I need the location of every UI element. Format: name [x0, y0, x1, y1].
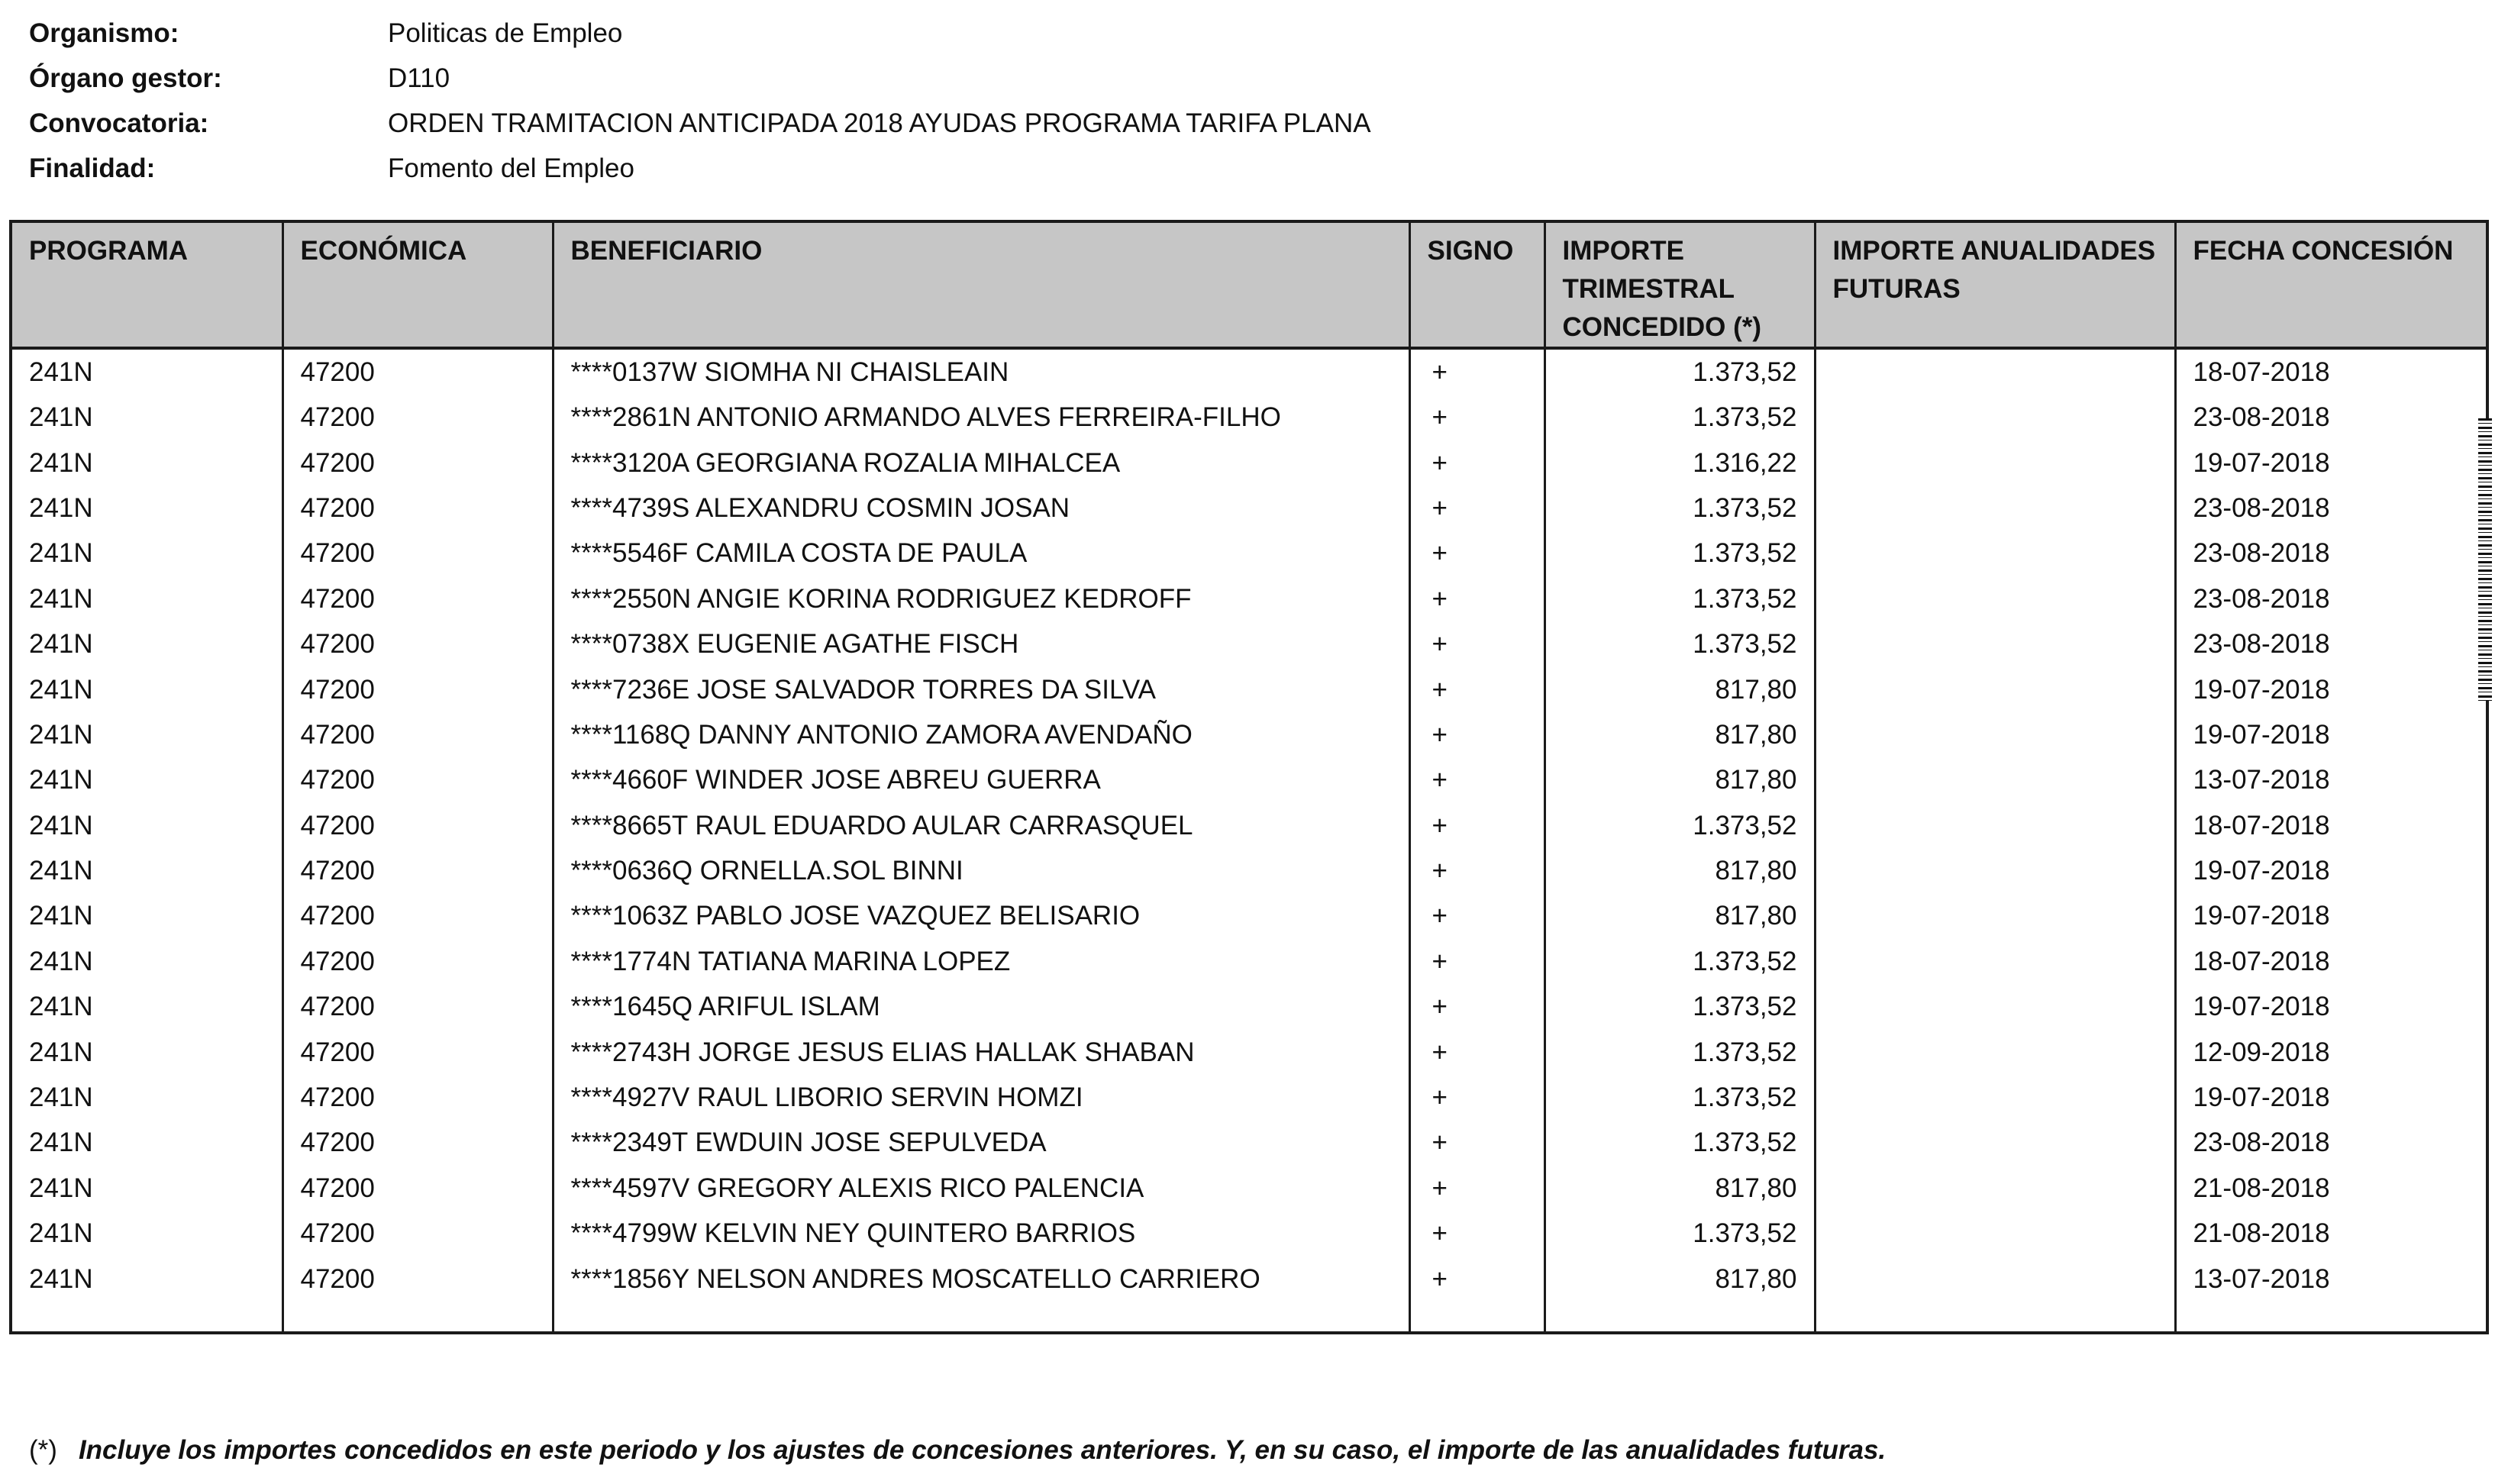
- cell-signo: +: [1409, 893, 1544, 938]
- cell-economica: 47200: [282, 440, 553, 485]
- cell-fecha-concesion: 18-07-2018: [2175, 348, 2486, 395]
- cell-signo: +: [1409, 939, 1544, 984]
- cell-importe-anualidades: [1815, 1120, 2175, 1165]
- header-programa: PROGRAMA: [12, 223, 282, 348]
- meta-row-organo-gestor: [29, 56, 1371, 101]
- footnote: [29, 1435, 1886, 1466]
- cell-programa: 241N: [29, 810, 93, 840]
- table-row: [12, 666, 2486, 711]
- cell-programa: 241N: [29, 538, 93, 569]
- cell-signo: +: [1409, 621, 1544, 666]
- cell-economica: 47200: [282, 486, 553, 531]
- cell-importe-trimestral: 1.373,52: [1544, 621, 1815, 666]
- cell-economica: 47200: [282, 531, 553, 576]
- meta-value: D110: [388, 63, 450, 93]
- cell-signo: +: [1409, 1256, 1544, 1301]
- cell-importe-trimestral: 817,80: [1544, 757, 1815, 802]
- cell-economica: 47200: [282, 348, 553, 395]
- cell-economica: 47200: [282, 1166, 553, 1211]
- cell-programa: 241N: [29, 357, 93, 387]
- cell-programa: 241N: [29, 583, 93, 614]
- cell-fecha-concesion: 19-07-2018: [2175, 712, 2486, 757]
- cell-importe-trimestral: 817,80: [1544, 1256, 1815, 1301]
- table-filler-row: [12, 1302, 2486, 1331]
- cell-beneficiario: ****2743H JORGE JESUS ELIAS HALLAK SHABAN: [553, 1029, 1409, 1074]
- cell-programa: 241N: [29, 719, 93, 750]
- cell-signo: +: [1409, 803, 1544, 848]
- cell-economica: 47200: [282, 939, 553, 984]
- cell-economica: 47200: [282, 893, 553, 938]
- cell-fecha-concesion: 18-07-2018: [2175, 803, 2486, 848]
- cell-beneficiario: ****0137W SIOMHA NI CHAISLEAIN: [553, 348, 1409, 395]
- meta-label: Finalidad:: [29, 153, 156, 183]
- cell-signo: +: [1409, 1166, 1544, 1211]
- table-row: [12, 984, 2486, 1029]
- cell-programa: 241N: [29, 447, 93, 478]
- cell-programa: 241N: [29, 492, 93, 523]
- cell-fecha-concesion: 18-07-2018: [2175, 939, 2486, 984]
- footnote-text: Incluye los importes concedidos en este periodo y los ajustes de concesiones anteriores. Y, en su caso, el importe de las anualidades futuras.: [78, 1435, 1887, 1465]
- cell-beneficiario: ****4597V GREGORY ALEXIS RICO PALENCIA: [553, 1166, 1409, 1211]
- cell-programa: 241N: [29, 1263, 93, 1294]
- cell-importe-anualidades: [1815, 893, 2175, 938]
- cell-importe-trimestral: 1.373,52: [1544, 984, 1815, 1029]
- cell-beneficiario: ****4660F WINDER JOSE ABREU GUERRA: [553, 757, 1409, 802]
- table-row: [12, 440, 2486, 485]
- cell-beneficiario: ****1645Q ARIFUL ISLAM: [553, 984, 1409, 1029]
- cell-importe-trimestral: 1.316,22: [1544, 440, 1815, 485]
- cell-economica: 47200: [282, 395, 553, 440]
- cell-importe-trimestral: 1.373,52: [1544, 486, 1815, 531]
- cell-importe-anualidades: [1815, 531, 2175, 576]
- cell-signo: +: [1409, 395, 1544, 440]
- cell-programa: 241N: [29, 901, 93, 931]
- table-header-row: [12, 223, 2486, 348]
- cell-fecha-concesion: 23-08-2018: [2175, 621, 2486, 666]
- table-row: [12, 1075, 2486, 1120]
- table-row: [12, 848, 2486, 893]
- cell-importe-anualidades: [1815, 1211, 2175, 1256]
- cell-importe-trimestral: 1.373,52: [1544, 803, 1815, 848]
- cell-programa: 241N: [29, 946, 93, 976]
- table-row: [12, 712, 2486, 757]
- cell-importe-anualidades: [1815, 576, 2175, 621]
- cell-signo: +: [1409, 1075, 1544, 1120]
- table-row: [12, 1211, 2486, 1256]
- cell-beneficiario: ****1063Z PABLO JOSE VAZQUEZ BELISARIO: [553, 893, 1409, 938]
- cell-importe-trimestral: 1.373,52: [1544, 1075, 1815, 1120]
- cell-signo: +: [1409, 757, 1544, 802]
- cell-beneficiario: ****7236E JOSE SALVADOR TORRES DA SILVA: [553, 666, 1409, 711]
- grants-table: [12, 223, 2486, 1331]
- cell-programa: 241N: [29, 674, 93, 705]
- table-row: [12, 531, 2486, 576]
- cell-importe-trimestral: 817,80: [1544, 712, 1815, 757]
- barcode-mark: [2478, 418, 2492, 701]
- cell-signo: +: [1409, 576, 1544, 621]
- cell-importe-anualidades: [1815, 1166, 2175, 1211]
- table-row: [12, 486, 2486, 531]
- cell-importe-anualidades: [1815, 395, 2175, 440]
- cell-beneficiario: ****3120A GEORGIANA ROZALIA MIHALCEA: [553, 440, 1409, 485]
- cell-fecha-concesion: 23-08-2018: [2175, 531, 2486, 576]
- cell-importe-anualidades: [1815, 1075, 2175, 1120]
- cell-signo: +: [1409, 1029, 1544, 1074]
- table-row: [12, 803, 2486, 848]
- cell-programa: 241N: [29, 856, 93, 886]
- header-beneficiario: BENEFICIARIO: [553, 223, 1409, 348]
- filler-cell: [2175, 1302, 2486, 1331]
- cell-programa: 241N: [29, 1082, 93, 1113]
- cell-importe-trimestral: 817,80: [1544, 848, 1815, 893]
- cell-economica: 47200: [282, 1211, 553, 1256]
- cell-fecha-concesion: 23-08-2018: [2175, 576, 2486, 621]
- meta-row-organismo: [29, 11, 1371, 56]
- cell-fecha-concesion: 23-08-2018: [2175, 1120, 2486, 1165]
- meta-value: Fomento del Empleo: [388, 153, 634, 183]
- cell-economica: 47200: [282, 984, 553, 1029]
- filler-cell: [1815, 1302, 2175, 1331]
- cell-fecha-concesion: 21-08-2018: [2175, 1211, 2486, 1256]
- cell-economica: 47200: [282, 757, 553, 802]
- meta-label: Organismo:: [29, 18, 179, 48]
- cell-importe-anualidades: [1815, 757, 2175, 802]
- cell-fecha-concesion: 19-07-2018: [2175, 440, 2486, 485]
- cell-importe-anualidades: [1815, 621, 2175, 666]
- cell-fecha-concesion: 21-08-2018: [2175, 1166, 2486, 1211]
- cell-beneficiario: ****0738X EUGENIE AGATHE FISCH: [553, 621, 1409, 666]
- header-importe-anualidades: IMPORTE ANUALIDADES FUTURAS: [1815, 223, 2175, 348]
- cell-fecha-concesion: 12-09-2018: [2175, 1029, 2486, 1074]
- cell-economica: 47200: [282, 621, 553, 666]
- cell-signo: +: [1409, 1120, 1544, 1165]
- cell-signo: +: [1409, 848, 1544, 893]
- cell-fecha-concesion: 19-07-2018: [2175, 984, 2486, 1029]
- cell-importe-trimestral: 1.373,52: [1544, 939, 1815, 984]
- cell-importe-anualidades: [1815, 848, 2175, 893]
- table-row: [12, 1029, 2486, 1074]
- cell-programa: 241N: [29, 765, 93, 795]
- cell-economica: 47200: [282, 1256, 553, 1301]
- cell-beneficiario: ****4739S ALEXANDRU COSMIN JOSAN: [553, 486, 1409, 531]
- cell-programa: 241N: [29, 1037, 93, 1067]
- cell-importe-trimestral: 1.373,52: [1544, 395, 1815, 440]
- cell-beneficiario: ****2550N ANGIE KORINA RODRIGUEZ KEDROFF: [553, 576, 1409, 621]
- cell-beneficiario: ****1856Y NELSON ANDRES MOSCATELLO CARRIERO: [553, 1256, 1409, 1301]
- document-metadata: [29, 11, 1371, 191]
- cell-importe-anualidades: [1815, 486, 2175, 531]
- cell-economica: 47200: [282, 1029, 553, 1074]
- cell-importe-anualidades: [1815, 666, 2175, 711]
- cell-economica: 47200: [282, 576, 553, 621]
- filler-cell: [12, 1302, 282, 1331]
- cell-importe-anualidades: [1815, 1256, 2175, 1301]
- filler-cell: [282, 1302, 553, 1331]
- cell-fecha-concesion: 13-07-2018: [2175, 757, 2486, 802]
- cell-importe-anualidades: [1815, 348, 2175, 395]
- meta-label: Órgano gestor:: [29, 63, 222, 93]
- filler-cell: [553, 1302, 1409, 1331]
- cell-beneficiario: ****8665T RAUL EDUARDO AULAR CARRASQUEL: [553, 803, 1409, 848]
- table-row: [12, 1256, 2486, 1301]
- cell-importe-trimestral: 817,80: [1544, 1166, 1815, 1211]
- table-row: [12, 395, 2486, 440]
- cell-programa: 241N: [29, 992, 93, 1022]
- cell-economica: 47200: [282, 803, 553, 848]
- cell-programa: 241N: [29, 1128, 93, 1158]
- cell-importe-anualidades: [1815, 440, 2175, 485]
- cell-programa: 241N: [29, 629, 93, 660]
- cell-programa: 241N: [29, 1173, 93, 1203]
- footnote-marker: (*): [29, 1435, 57, 1465]
- cell-economica: 47200: [282, 848, 553, 893]
- cell-importe-trimestral: 1.373,52: [1544, 348, 1815, 395]
- header-fecha-concesion: FECHA CONCESIÓN: [2175, 223, 2486, 348]
- table-row: [12, 757, 2486, 802]
- table-body: [12, 348, 2486, 1331]
- filler-cell: [1409, 1302, 1544, 1331]
- cell-importe-trimestral: 817,80: [1544, 893, 1815, 938]
- cell-economica: 47200: [282, 1075, 553, 1120]
- cell-beneficiario: ****1168Q DANNY ANTONIO ZAMORA AVENDAÑO: [553, 712, 1409, 757]
- table-row: [12, 939, 2486, 984]
- cell-beneficiario: ****1774N TATIANA MARINA LOPEZ: [553, 939, 1409, 984]
- cell-importe-trimestral: 1.373,52: [1544, 1029, 1815, 1074]
- cell-programa: 241N: [29, 1218, 93, 1249]
- cell-signo: +: [1409, 984, 1544, 1029]
- cell-importe-anualidades: [1815, 939, 2175, 984]
- cell-beneficiario: ****2861N ANTONIO ARMANDO ALVES FERREIRA-FILHO: [553, 395, 1409, 440]
- cell-importe-trimestral: 1.373,52: [1544, 531, 1815, 576]
- cell-signo: +: [1409, 1211, 1544, 1256]
- cell-fecha-concesion: 23-08-2018: [2175, 486, 2486, 531]
- table-row: [12, 893, 2486, 938]
- meta-row-finalidad: [29, 146, 1371, 191]
- cell-signo: +: [1409, 440, 1544, 485]
- cell-importe-anualidades: [1815, 803, 2175, 848]
- cell-importe-anualidades: [1815, 1029, 2175, 1074]
- header-importe-trimestral: IMPORTE TRIMESTRAL CONCEDIDO (*): [1544, 223, 1815, 348]
- cell-programa: 241N: [29, 402, 93, 433]
- header-economica: ECONÓMICA: [282, 223, 553, 348]
- table-row: [12, 576, 2486, 621]
- cell-economica: 47200: [282, 712, 553, 757]
- cell-economica: 47200: [282, 1120, 553, 1165]
- cell-importe-anualidades: [1815, 712, 2175, 757]
- table-row: [12, 621, 2486, 666]
- filler-cell: [1544, 1302, 1815, 1331]
- cell-signo: +: [1409, 348, 1544, 395]
- cell-importe-anualidades: [1815, 984, 2175, 1029]
- cell-signo: +: [1409, 712, 1544, 757]
- table-row: [12, 1166, 2486, 1211]
- cell-signo: +: [1409, 486, 1544, 531]
- cell-fecha-concesion: 19-07-2018: [2175, 666, 2486, 711]
- cell-importe-trimestral: 1.373,52: [1544, 576, 1815, 621]
- meta-value: ORDEN TRAMITACION ANTICIPADA 2018 AYUDAS PROGRAMA TARIFA PLANA: [388, 108, 1371, 138]
- cell-beneficiario: ****4799W KELVIN NEY QUINTERO BARRIOS: [553, 1211, 1409, 1256]
- cell-importe-trimestral: 817,80: [1544, 666, 1815, 711]
- grants-table-frame: [9, 220, 2489, 1334]
- cell-beneficiario: ****4927V RAUL LIBORIO SERVIN HOMZI: [553, 1075, 1409, 1120]
- cell-fecha-concesion: 19-07-2018: [2175, 848, 2486, 893]
- table-row: [12, 348, 2486, 395]
- cell-signo: +: [1409, 531, 1544, 576]
- cell-beneficiario: ****0636Q ORNELLA.SOL BINNI: [553, 848, 1409, 893]
- table-row: [12, 1120, 2486, 1165]
- cell-signo: +: [1409, 666, 1544, 711]
- cell-beneficiario: ****5546F CAMILA COSTA DE PAULA: [553, 531, 1409, 576]
- meta-label: Convocatoria:: [29, 108, 209, 138]
- cell-economica: 47200: [282, 666, 553, 711]
- cell-fecha-concesion: 19-07-2018: [2175, 893, 2486, 938]
- cell-importe-trimestral: 1.373,52: [1544, 1211, 1815, 1256]
- cell-fecha-concesion: 23-08-2018: [2175, 395, 2486, 440]
- meta-row-convocatoria: [29, 101, 1371, 146]
- cell-importe-trimestral: 1.373,52: [1544, 1120, 1815, 1165]
- cell-fecha-concesion: 19-07-2018: [2175, 1075, 2486, 1120]
- meta-value: Politicas de Empleo: [388, 18, 623, 48]
- header-signo: SIGNO: [1409, 223, 1544, 348]
- cell-beneficiario: ****2349T EWDUIN JOSE SEPULVEDA: [553, 1120, 1409, 1165]
- cell-fecha-concesion: 13-07-2018: [2175, 1256, 2486, 1301]
